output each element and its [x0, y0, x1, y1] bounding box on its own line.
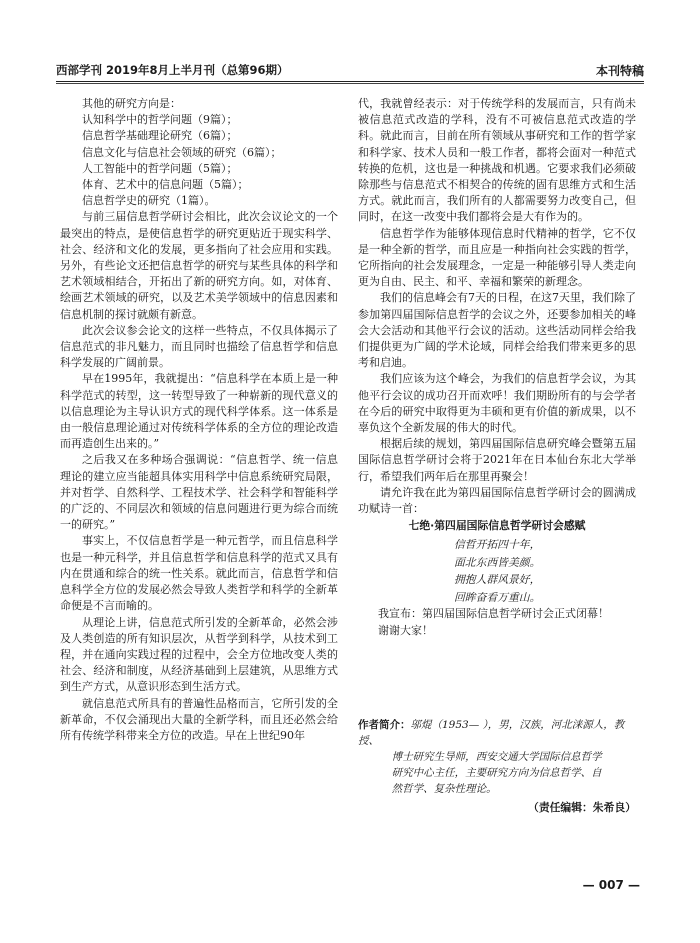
closing-line: 谢谢大家！ — [378, 623, 433, 637]
poem-line: 回眸奋看万重山。 — [454, 590, 541, 604]
list-item: 认知科学中的哲学问题（9篇）； — [82, 113, 238, 127]
page-number: — 007 — — [582, 878, 640, 892]
paragraph: 之后我又在多种场合强调说：“信息哲学、统一信息理论的建立应当能超具体实用科学中信息系统研究局限，并对哲学、自然科学、工程技术学、社会科学和智能科学的广泛的、不同层次和领域的信息问题进行更为综合而统一的研究。” — [60, 453, 338, 532]
research-direction-list — [82, 112, 338, 209]
paragraph: 我们应该为这个峰会，为我们的信息哲学会议，为其他平行会议的成功召开而欢呼！我们期盼所有的与会学者在今后的研究中取得更为丰硕和更有价值的新成果，以不辜负这个全新发展的伟大的时代。 — [358, 372, 636, 435]
paragraph: 事实上，不仅信息哲学是一种元哲学，而且信息科学也是一种元科学，并且信息哲学和信息科学的范式又具有内在贯通和综合的统一性关系。就此而言，信息哲学和信息科学全方位的发展必然会导致人类哲学和科学的全新革命便是不言而喻的。 — [60, 534, 338, 613]
paragraph: 信息哲学作为能够体现信息时代精神的哲学，它不仅是一种全新的哲学，而且应是一种指向社会实践的哲学，它所指向的社会发展理念，一定是一种能够引导人类走向更为自由、民主、和平、幸福和繁荣的新理念。 — [358, 226, 636, 289]
list-item: 信息哲学基础理论研究（6篇）； — [82, 129, 238, 143]
right-column — [358, 96, 636, 639]
left-column — [60, 96, 338, 744]
header-rule-thin — [56, 83, 644, 84]
paragraph: 此次会议参会论文的这样一些特点，不仅具体揭示了信息范式的非凡魅力，而且同时也描绘了信息哲学和信息科学发展的广阔前景。 — [60, 323, 338, 370]
poem — [454, 536, 636, 606]
paragraph: 与前三届信息哲学研讨会相比，此次会议论文的一个最突出的特点，是使信息哲学的研究更贴近于现实科学、社会、经济和文化的发展，更多指向了社会应用和实践。另外，有些论文还把信息哲学的研究与某些具体的科学和艺术领域相结合，开拓出了新的研究方向。如，对体育、绘画艺术领域的研究，以及艺术美学领域中的信息因素和信息机制的探讨就颇有新意。 — [60, 210, 338, 321]
author-bio-label: 作者简介： — [358, 719, 411, 731]
list-item: 体育、艺术中的信息问题（5篇）； — [82, 178, 249, 192]
poem-line: 信哲开拓四十年， — [454, 538, 541, 552]
author-bio-line: 博士研究生导师，西安交通大学国际信息哲学 — [391, 751, 602, 763]
list-item: 人工智能中的哲学问题（5篇）； — [82, 161, 238, 175]
poem-line: 拥抱人群风景好， — [454, 573, 541, 587]
author-bio-line: 邬焜（1953— ），男，汉族，河北涞源人，教授、 — [358, 719, 625, 747]
paragraph: 早在1995年，我就提出：“信息科学在本质上是一种科学范式的转型，这一转型导致了一种崭新的现代意义的以信息理论为主导认识方式的现代科学体系。这一体系是由一般信息理论通过对传统科学体系的全方位的理论改造而再造创生出来的。” — [60, 372, 338, 451]
running-header — [56, 62, 644, 82]
author-bio-line: 研究中心主任，主要研究方向为信息哲学、自 — [391, 767, 602, 779]
journal-title: 西部学刊 2019年8月上半月刊（总第96期） — [56, 63, 289, 77]
paragraph: 就信息范式所具有的普遍性品格而言，它所引发的全新革命，不仅会涌现出大量的全新学科，而且还必然会给所有传统学科带来全方位的改造。早在上世纪90年 — [60, 696, 338, 742]
header-rule — [56, 81, 644, 82]
section-label: 本刊特稿 — [595, 64, 644, 78]
author-bio — [358, 717, 636, 797]
list-item: 信息哲学史的研究（1篇）。 — [82, 194, 216, 208]
paragraph: 请允许我在此为第四届国际信息哲学研讨会的圆满成功赋诗一首： — [358, 485, 636, 516]
closing-remarks — [378, 606, 636, 638]
paragraph: 从理论上讲，信息范式所引发的全新革命，必然会涉及人类创造的所有知识层次，从哲学到科学，从技术到工程，并在通向实践过程的过程中，会全方位地改变人类的社会、经济和制度，从经济基础到上层建筑，从思维方式到生产方式，从意识形态到生活方式。 — [60, 615, 338, 694]
list-intro: 其他的研究方向是： — [82, 97, 181, 110]
paragraph: 我们的信息峰会有7天的日程，在这7天里，我们除了参加第四届国际信息哲学的会议之外，还要参加相关的峰会大会活动和其他平行会议的活动。这些活动同样会给我们提供更为广阔的学术论域，同样会给我们带来更多的思考和启迪。 — [358, 291, 636, 370]
paragraph: 代，我就曾经表示：对于传统学科的发展而言，只有尚未被信息范式改造的学科，没有不可被信息范式改造的学科。就此而言，目前在所有领域从事研究和工作的哲学家和科学家、技术人员和一般工作者，都将会面对一种范式转换的危机，这也是一种挑战和机遇。它要求我们必须破除那些与信息范式不相契合的传统的固有思维方式和生活方式。就此而言，我们所有的人都需要努力改变自己，但同时，在这一改变中我们都将会是大有作为的。 — [358, 97, 636, 224]
poem-line: 面北东西皆美颜。 — [454, 555, 541, 569]
list-item: 信息文化与信息社会领域的研究（6篇）； — [82, 145, 282, 159]
closing-line: 我宣布：第四届国际信息哲学研讨会正式闭幕！ — [378, 607, 609, 621]
author-bio-line: 然哲学、复杂性理论。 — [391, 783, 497, 795]
poem-title: 七绝·第四届国际信息哲学研讨会感赋 — [408, 519, 586, 533]
responsible-editor: （责任编辑：朱希良） — [528, 801, 636, 814]
paragraph: 根据后续的规划，第四届国际信息研究峰会暨第五届国际信息哲学研讨会将于2021年在日本仙台东北大学举行，希望我们两年后在那里再聚会！ — [358, 437, 636, 483]
